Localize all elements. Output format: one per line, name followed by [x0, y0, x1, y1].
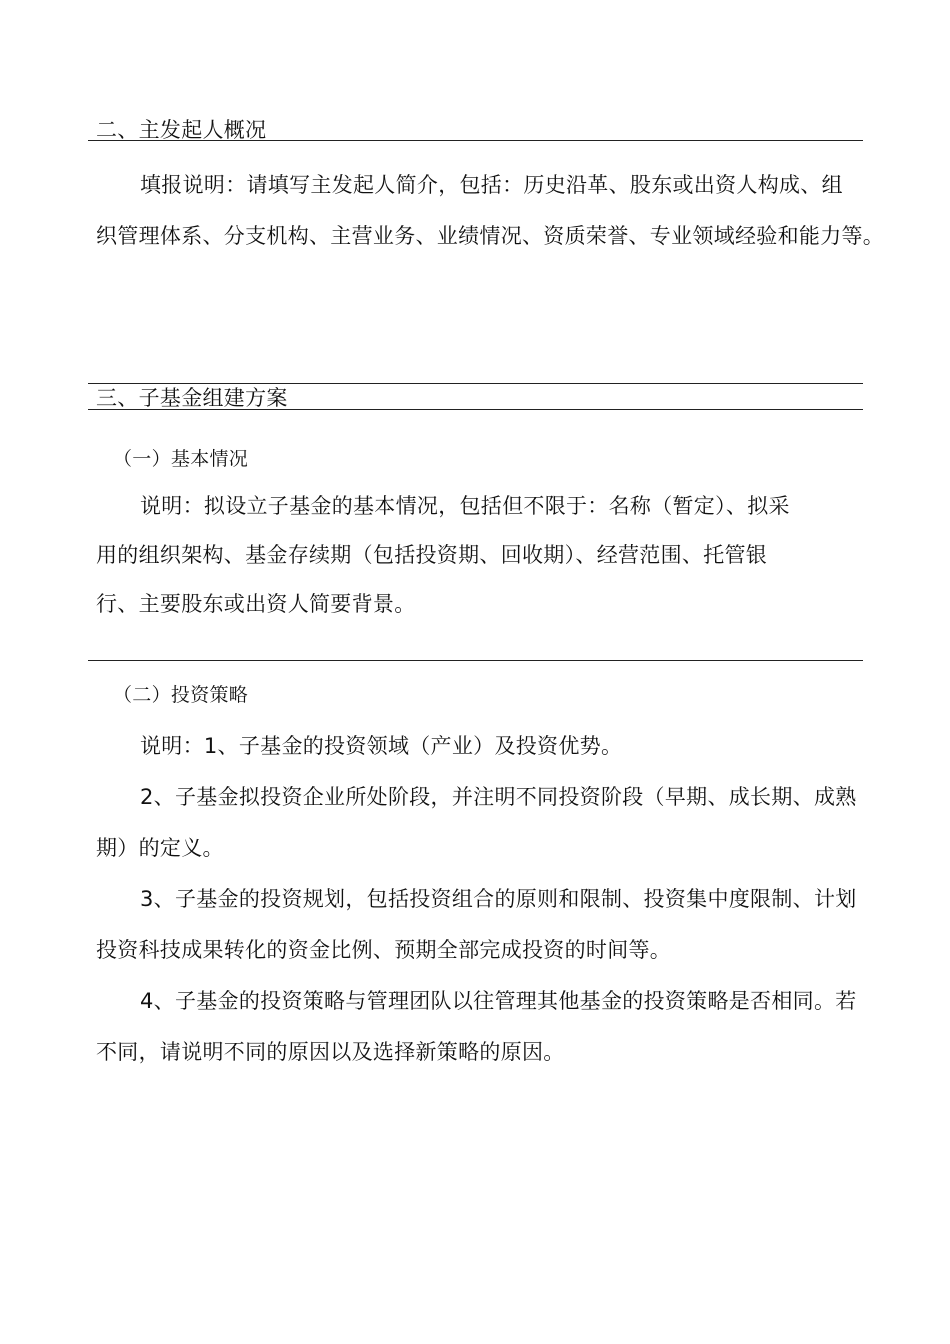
basic-info-rule [88, 660, 863, 661]
section-3-bottom-rule [88, 409, 863, 410]
section-2-note-line2: 织管理体系、分支机构、主营业务、业绩情况、资质荣誉、专业领域经验和能力等。 [96, 224, 885, 248]
strategy-item-3-line2: 投资科技成果转化的资金比例、预期全部完成投资的时间等。 [96, 938, 672, 962]
basic-info-heading: （一）基本情况 [113, 448, 249, 470]
strategy-heading: （二）投资策略 [113, 684, 249, 706]
section-3-heading: 三、子基金组建方案 [96, 386, 288, 410]
strategy-item-4-line2: 不同，请说明不同的原因以及选择新策略的原因。 [96, 1040, 565, 1064]
strategy-item-1: 说明：1、子基金的投资领域（产业）及投资优势。 [140, 734, 623, 758]
section-2-note-line1: 填报说明：请填写主发起人简介，包括：历史沿革、股东或出资人构成、组 [140, 173, 843, 197]
basic-info-line3: 行、主要股东或出资人简要背景。 [96, 592, 416, 616]
strategy-item-2-line2: 期）的定义。 [96, 836, 224, 860]
section-2-heading: 二、主发起人概况 [96, 118, 267, 142]
section-2-rule [88, 140, 863, 141]
strategy-item-2-line1: 2、子基金拟投资企业所处阶段，并注明不同投资阶段（早期、成长期、成熟 [140, 785, 857, 809]
strategy-item-4-line1: 4、子基金的投资策略与管理团队以往管理其他基金的投资策略是否相同。若 [140, 989, 857, 1013]
strategy-item-3-line1: 3、子基金的投资规划，包括投资组合的原则和限制、投资集中度限制、计划 [140, 887, 857, 911]
basic-info-line2: 用的组织架构、基金存续期（包括投资期、回收期）、经营范围、托管银 [96, 543, 768, 567]
basic-info-line1: 说明：拟设立子基金的基本情况，包括但不限于：名称（暂定）、拟采 [140, 494, 790, 518]
